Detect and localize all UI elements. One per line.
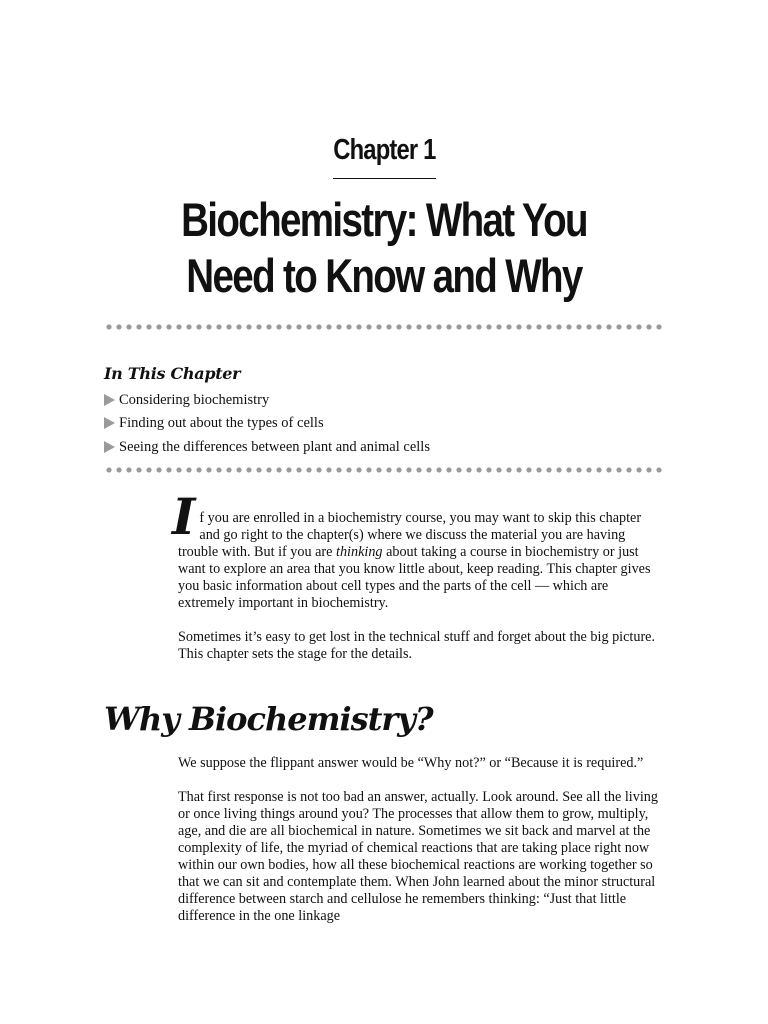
dotted-divider-bottom: [104, 467, 664, 473]
chapter-title-line-1: Biochemistry: What You: [181, 193, 587, 246]
chapter-label: [0, 134, 768, 169]
list-item: [104, 412, 430, 436]
intro-emphasis: thinking: [336, 544, 383, 560]
intro-paragraph-1: [172, 487, 664, 612]
section-body: [178, 755, 664, 942]
drop-cap: I: [172, 487, 196, 546]
section-paragraph-1: We suppose the flippant answer would be “Why not?” or “Because it is required.”: [178, 755, 644, 771]
list-item: [104, 435, 430, 459]
section-heading: Why Biochemistry?: [104, 700, 433, 738]
list-item-label: Finding out about the types of cells: [119, 415, 324, 432]
intro-text-part-1: f you are enrolled in a biochemistry course, you may want to skip this chapter and go right to the chapter(s) where we discuss the material you are having trouble with. But if you are: [178, 510, 642, 560]
triangle-bullet-icon: [104, 417, 115, 429]
section-paragraph-2: That first response is not too bad an answer, actually. Look around. See all the living or once living things around you? The processes that allow them to grow, multiply, age, and die are all biochemical in nature. Sometimes we sit back and marvel at the complexity of life, the myriad of chemical reactions that are taking place right now within our own bodies, how all these biochemical reactions are working together so that we can sit and contemplate them. When John learned about the minor structural difference between starch and cellulose he remembers thinking: “Just that little difference in the one linkage: [178, 789, 658, 924]
chapter-title-line-2: Need to Know and Why: [186, 249, 582, 302]
chapter-number: Chapter 1: [332, 134, 436, 166]
triangle-bullet-icon: [104, 441, 115, 453]
chapter-topics-list: [104, 388, 430, 459]
intro-text-part-2: about taking a course in biochemistry or just want to explore an area that you know little about, keep reading. This chapter gives you basic information about cell types and the parts of the cell — which are extremely important in biochemistry.: [178, 544, 651, 611]
intro-text: [172, 487, 664, 680]
chapter-title: [0, 192, 768, 304]
list-item: [104, 388, 430, 412]
triangle-bullet-icon: [104, 394, 115, 406]
dotted-divider-top: [104, 324, 664, 330]
list-item-label: Considering biochemistry: [119, 391, 270, 408]
chapter-underline: [333, 178, 436, 179]
in-this-chapter-heading: In This Chapter: [104, 364, 241, 383]
intro-paragraph-2: Sometimes it’s easy to get lost in the technical stuff and forget about the big picture. This chapter sets the stage for the details.: [178, 629, 656, 662]
list-item-label: Seeing the differences between plant and animal cells: [119, 438, 430, 455]
